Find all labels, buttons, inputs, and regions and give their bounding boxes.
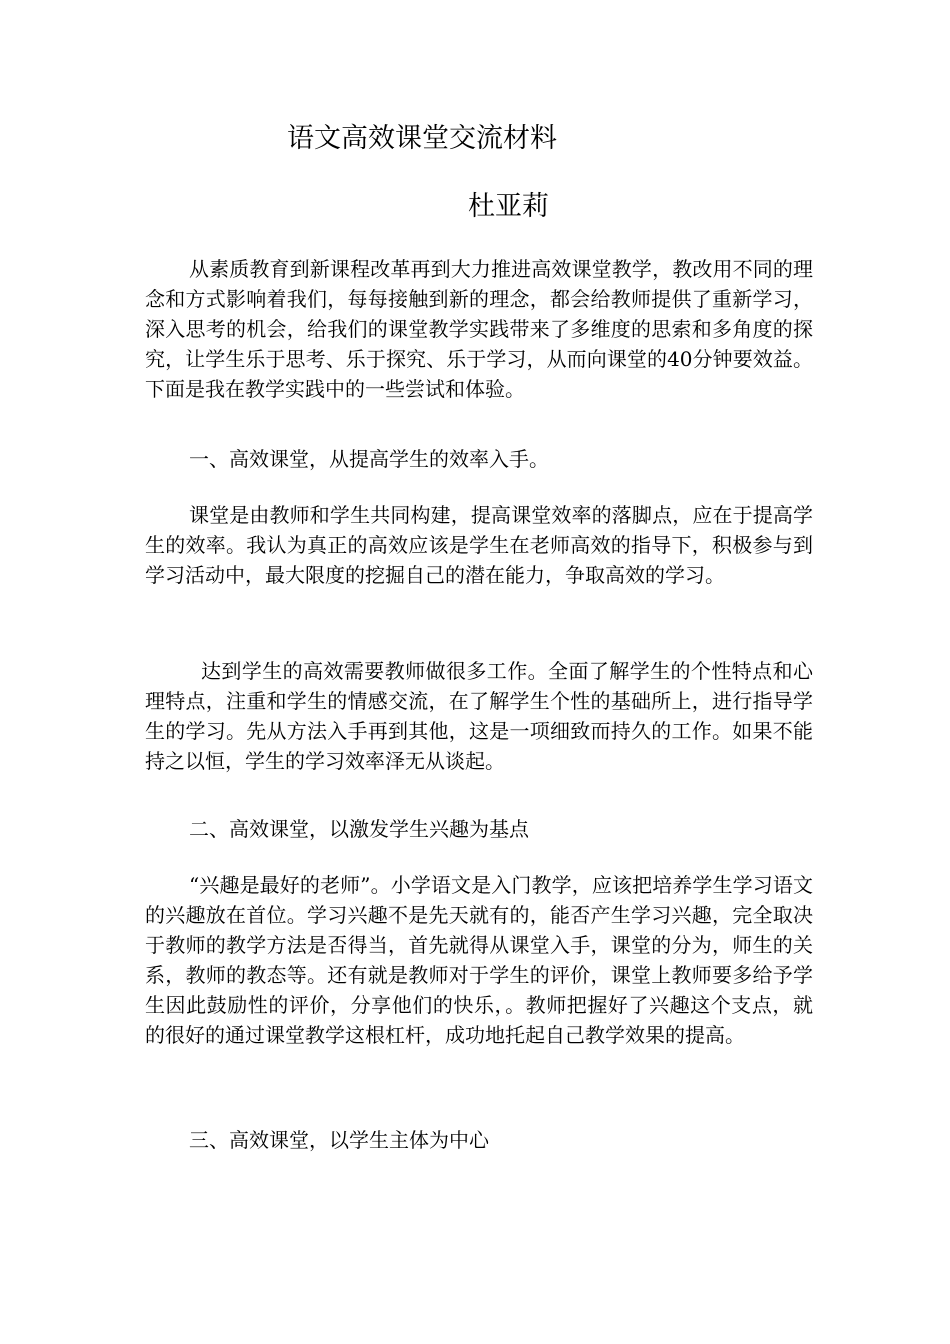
section-1-paragraph-2: 达到学生的高效需要教师做很多工作。全面了解学生的个性特点和心理特点，注重和学生的情感交流，在了解学生个性的基础所上，进行指导学生的学习。先从方法入手再到其他，这是一项细致而持久的工作。如果不能持之以恒，学生的学习效率泽无从谈起。 [145,659,813,773]
section-3-heading: 三、高效课堂，以学生主体为中心 [189,1128,489,1152]
intro-paragraph: 从素质教育到新课程改革再到大力推进高效课堂教学，教改用不同的理念和方式影响着我们，每每接触到新的理念，都会给教师提供了重新学习，深入思考的机会，给我们的课堂教学实践带来了多维度的思索和多角度的探究，让学生乐于思考、乐于探究、乐于学习，从而向课堂的40分钟要效益。下面是我在教学实践中的一些尝试和体验。 [145,257,813,401]
section-2-heading: 二、高效课堂，以激发学生兴趣为基点 [189,817,529,841]
section-1-heading: 一、高效课堂，从提高学生的效率入手。 [189,447,549,471]
section-2-paragraph-1: “兴趣是最好的老师”。小学语文是入门教学，应该把培养学生学习语文的兴趣放在首位。学习兴趣不是先天就有的，能否产生学习兴趣，完全取决于教师的教学方法是否得当，首先就得从课堂入手，课堂的分为，师生的关系，教师的教态等。还有就是教师对于学生的评价，课堂上教师要多给予学生因此鼓励性的评价，分享他们的快乐，。教师把握好了兴趣这个支点，就的很好的通过课堂教学这根杠杆，成功地托起自己教学效果的提高。 [145,873,813,1047]
document-title: 语文高效课堂交流材料 [287,123,557,154]
author-name: 杜亚莉 [468,191,549,222]
section-1-paragraph-1: 课堂是由教师和学生共同构建，提高课堂效率的落脚点，应在于提高学生的效率。我认为真正的高效应该是学生在老师高效的指导下，积极参与到学习活动中，最大限度的挖掘自己的潜在能力，争取高效的学习。 [145,503,813,587]
